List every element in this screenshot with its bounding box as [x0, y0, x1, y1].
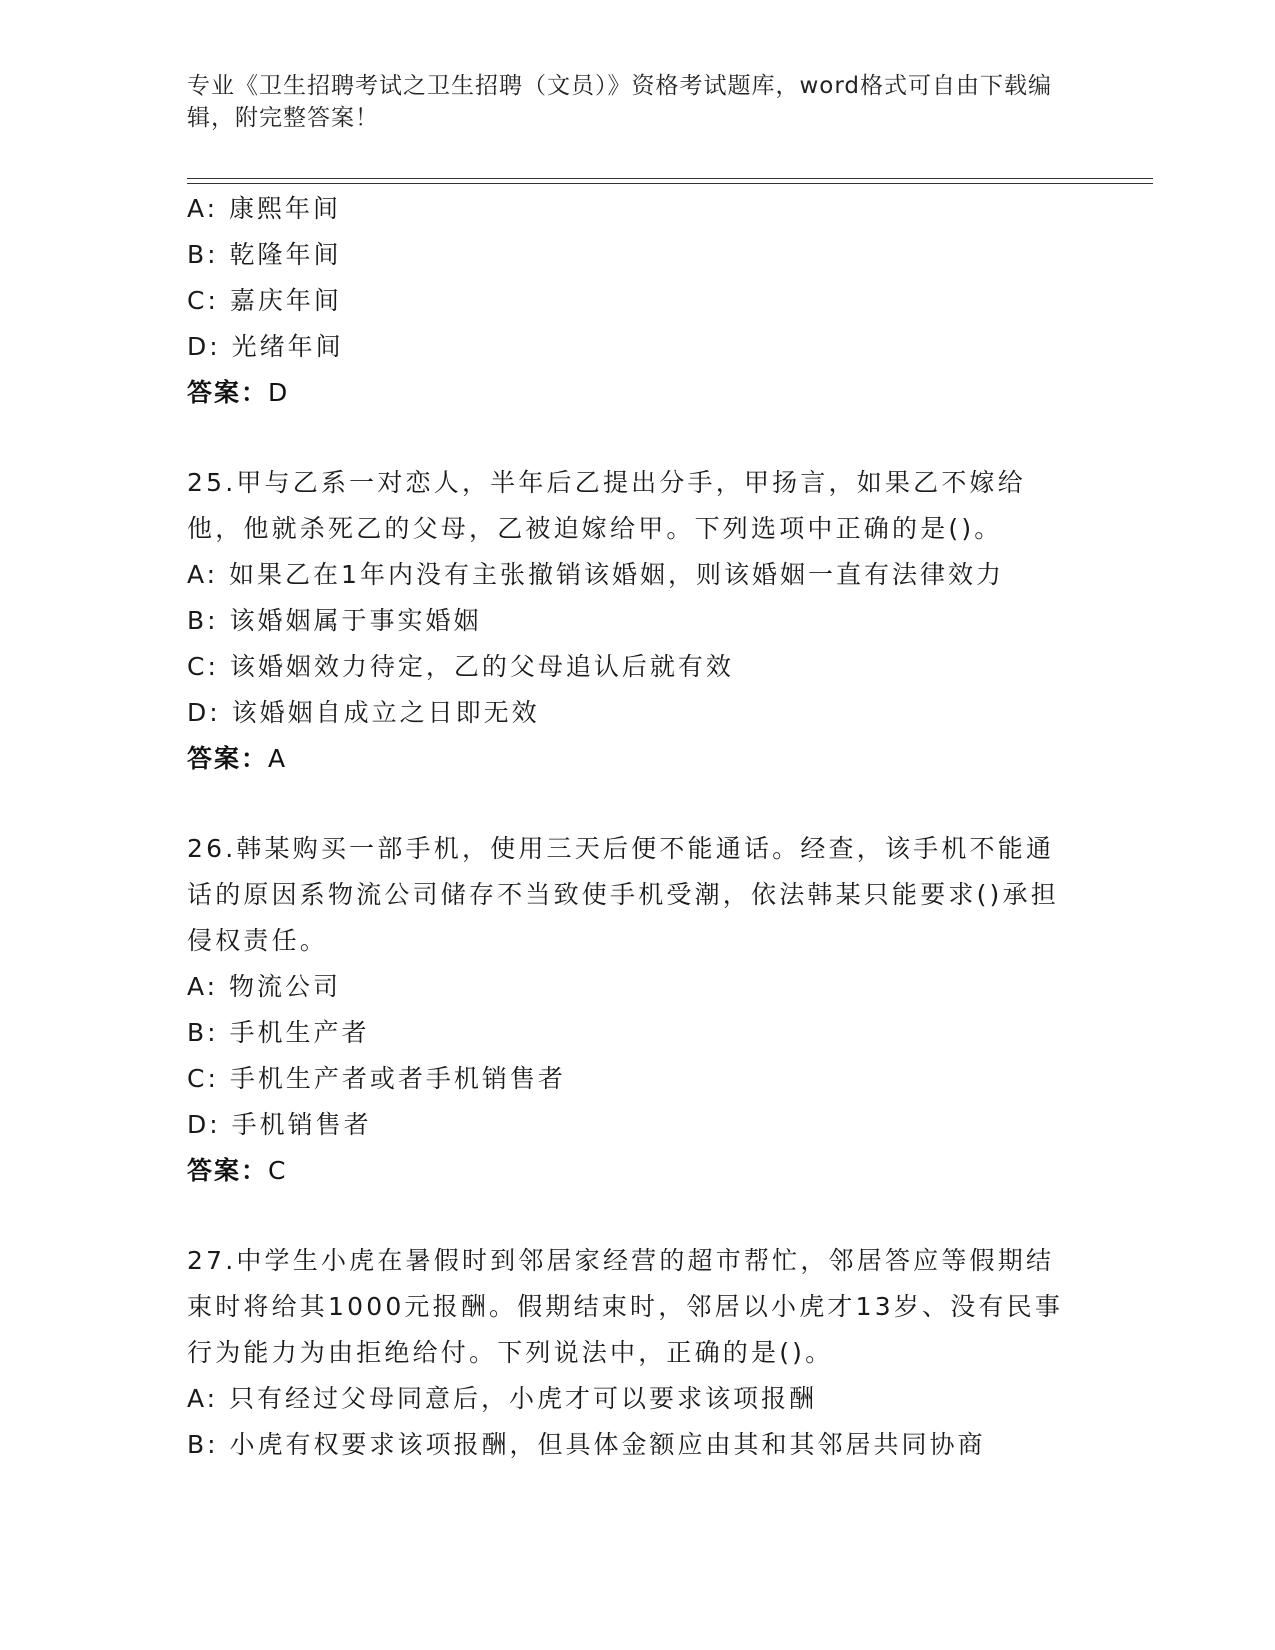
option-text: 光绪年间 — [231, 332, 344, 361]
answer-label: 答案： — [187, 1156, 269, 1185]
option-letter: D: — [187, 1110, 221, 1139]
option-c — [187, 644, 1087, 690]
option-d — [187, 1102, 1087, 1148]
option-b — [187, 1422, 1087, 1468]
option-letter: D: — [187, 332, 221, 361]
answer-line — [187, 736, 1087, 782]
question-stem: 27.中学生小虎在暑假时到邻居家经营的超市帮忙，邻居答应等假期结束时将给其1000元报酬。假期结束时，邻居以小虎才13岁、没有民事行为能力为由拒绝给付。下列说法中，正确的是()。 — [187, 1246, 1064, 1367]
option-letter: C: — [187, 1064, 219, 1093]
option-d — [187, 690, 1087, 736]
document-intro: 专业《卫生招聘考试之卫生招聘（文员）》资格考试题库，word格式可自由下载编辑，附完整答案！ — [187, 73, 1053, 131]
option-letter: B: — [187, 1430, 219, 1459]
option-b — [187, 598, 1087, 644]
option-text: 手机销售者 — [231, 1110, 372, 1139]
option-c — [187, 278, 1087, 324]
option-b — [187, 232, 1087, 278]
answer-value: C — [268, 1156, 288, 1185]
question-25 — [187, 460, 1087, 782]
question-24 — [187, 186, 1087, 416]
option-text: 如果乙在1年内没有主张撤销该婚姻，则该婚姻一直有法律效力 — [229, 560, 1004, 589]
option-text: 该婚姻效力待定，乙的父母追认后就有效 — [229, 652, 734, 681]
option-a — [187, 964, 1087, 1010]
option-d — [187, 324, 1087, 370]
question-stem: 26.韩某购买一部手机，使用三天后便不能通话。经查，该手机不能通话的原因系物流公司储存不当致使手机受潮，依法韩某只能要求()承担侵权责任。 — [187, 834, 1059, 955]
answer-line — [187, 370, 1087, 416]
answer-line — [187, 1148, 1087, 1194]
question-list — [187, 186, 1087, 1468]
option-letter: B: — [187, 606, 219, 635]
option-a — [187, 1376, 1087, 1422]
option-letter: C: — [187, 652, 219, 681]
option-text: 物流公司 — [229, 972, 342, 1001]
answer-label: 答案： — [187, 378, 269, 407]
answer-label: 答案： — [187, 744, 269, 773]
option-letter: A: — [187, 1384, 219, 1413]
option-text: 手机生产者或者手机销售者 — [229, 1064, 566, 1093]
answer-value: A — [268, 744, 288, 773]
answer-value: D — [268, 378, 290, 407]
option-letter: A: — [187, 972, 219, 1001]
question-stem: 25.甲与乙系一对恋人，半年后乙提出分手，甲扬言，如果乙不嫁给他，他就杀死乙的父母，乙被迫嫁给甲。下列选项中正确的是()。 — [187, 468, 1026, 543]
option-letter: C: — [187, 286, 219, 315]
header-rule-top — [187, 178, 1153, 179]
option-a — [187, 552, 1087, 598]
option-text: 手机生产者 — [229, 1018, 370, 1047]
option-b — [187, 1010, 1087, 1056]
option-text: 该婚姻属于事实婚姻 — [229, 606, 482, 635]
option-text: 乾隆年间 — [229, 240, 342, 269]
option-letter: B: — [187, 1018, 219, 1047]
option-c — [187, 1056, 1087, 1102]
option-letter: A: — [187, 560, 219, 589]
option-letter: B: — [187, 240, 219, 269]
option-text: 只有经过父母同意后，小虎才可以要求该项报酬 — [229, 1384, 818, 1413]
option-letter: A: — [187, 194, 219, 223]
option-a — [187, 186, 1087, 232]
option-text: 康熙年间 — [229, 194, 342, 223]
question-26 — [187, 826, 1087, 1194]
option-text: 该婚姻自成立之日即无效 — [231, 698, 540, 727]
option-text: 嘉庆年间 — [229, 286, 342, 315]
question-27 — [187, 1238, 1087, 1468]
option-text: 小虎有权要求该项报酬，但具体金额应由其和其邻居共同协商 — [229, 1430, 986, 1459]
header-rule-bottom — [187, 183, 1153, 184]
option-letter: D: — [187, 698, 221, 727]
